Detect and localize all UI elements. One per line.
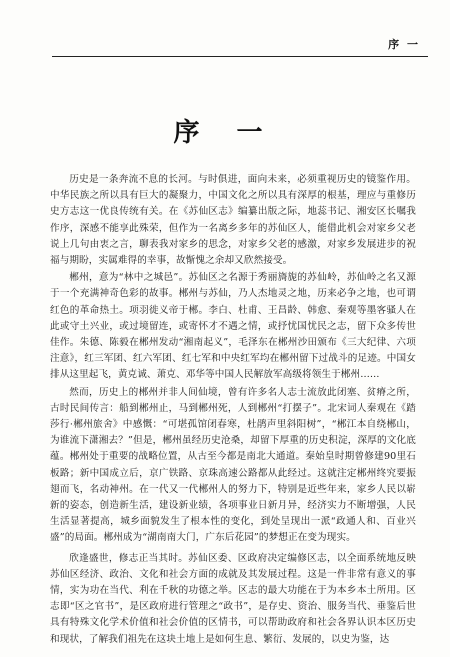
chapter-title: 序 一	[173, 118, 277, 148]
running-head: 序 一	[388, 38, 420, 51]
header-rule	[52, 56, 428, 57]
body-text	[50, 172, 416, 649]
paragraph-3: 然而，历史上的郴州并非人间仙境，曾有许多名人志士流放此闭塞、贫瘠之所，古时民间传言：船到郴州止，马到郴州死，人到郴州“打摆子”。北宋词人秦观在《踏莎行·郴州旅舍》中感慨：“可堪孤馆闭春寒，杜鹃声里斜阳树”，“郴江本自绕郴山，为谁流下潇湘去？”但是，郴州虽经历史沧桑，却留下厚重的历史积淀，深厚的文化底蕴。郴州处于重要的战略位置，从古至今都是南北大通道。秦始皇时期曾修建90里石板路；新中国成立后，京广铁路、京珠高速公路都从此经过。这就注定郴州终究要振翅而飞，名动神州。在一代又一代郴州人的努力下，特别是近些年来，家乡人民以崭新的姿态，创造新生活，建设新业绩，各项事业日新月异，经济实力不断增强，人民生活显著提高，城乡面貌发生了根本性的变化，到处呈现出一派“政通人和、百业兴盛”的局面。郴州成为“湖南南大门，广东后花园”的梦想正在变为现实。	[50, 386, 416, 544]
paragraph-1: 历史是一条奔流不息的长河。与时俱进，面向未来，必须重视历史的镜鉴作用。中华民族之所以具有巨大的凝聚力，中国文化之所以具有深厚的根基，理应与重修历史方志这一优良传统有关。在《苏仙区志》编纂出版之际，地蕊书记、湘安区长嘱我作序，深感不能享此殊荣，但作为一名离乡多年的苏仙区人，能借此机会对家乡父老说上几句由衷之言，聊表我对家乡的思念，对家乡父老的感激，对家乡发展进步的祝福与期盼，实属难得的幸事，故惭愧之余却又欣然接受。	[50, 174, 416, 267]
paragraph-4: 欣逢盛世，修志正当其时。苏仙区委、区政府决定编修区志，以全面系统地反映苏仙区经济、政治、文化和社会方面的成就及其发展过程。这是一件非常有意义的事情，实为功在当代、利在千秋的功德之举。区志的最大功能在于为本乡本土所用。区志即“区之官书”，是区政府进行管理之“政书”，是存史、资治、服务当代、垂鉴后世具有特殊文化学术价值和社会价值的区情书，可以帮助政府和社会各界认识本区历史和现状，了解我们祖先在这块土地上是如何生息、繁衍、发展的，以史为鉴，达	[50, 552, 416, 645]
paragraph-2: 郴州，意为“林中之城邑”。苏仙区之名源于秀丽旖旎的苏仙岭，苏仙岭之名又源于一个充满神奇色彩的故事。郴州与苏仙，乃人杰地灵之地，历来必争之地，也可谓红色的革命热土。项羽徙义帝于郴。李白、杜甫、王昌龄、韩愈、秦观等墨客骚人在此或守土兴业，或过境留连，或寄怀才不遇之情，或抒忧国忧民之志，留下众多传世佳作。朱德、陈毅在郴州发动“湘南起义”，毛泽东在郴州沙田颁布《三大纪律、六项注意》，红三军团、红六军团、红七军和中央红军均在郴州留下过战斗的足迹。中国女排从这里起飞，黄克诚、萧克、邓华等中国人民解放军高级将领生于郴州……	[50, 272, 416, 381]
